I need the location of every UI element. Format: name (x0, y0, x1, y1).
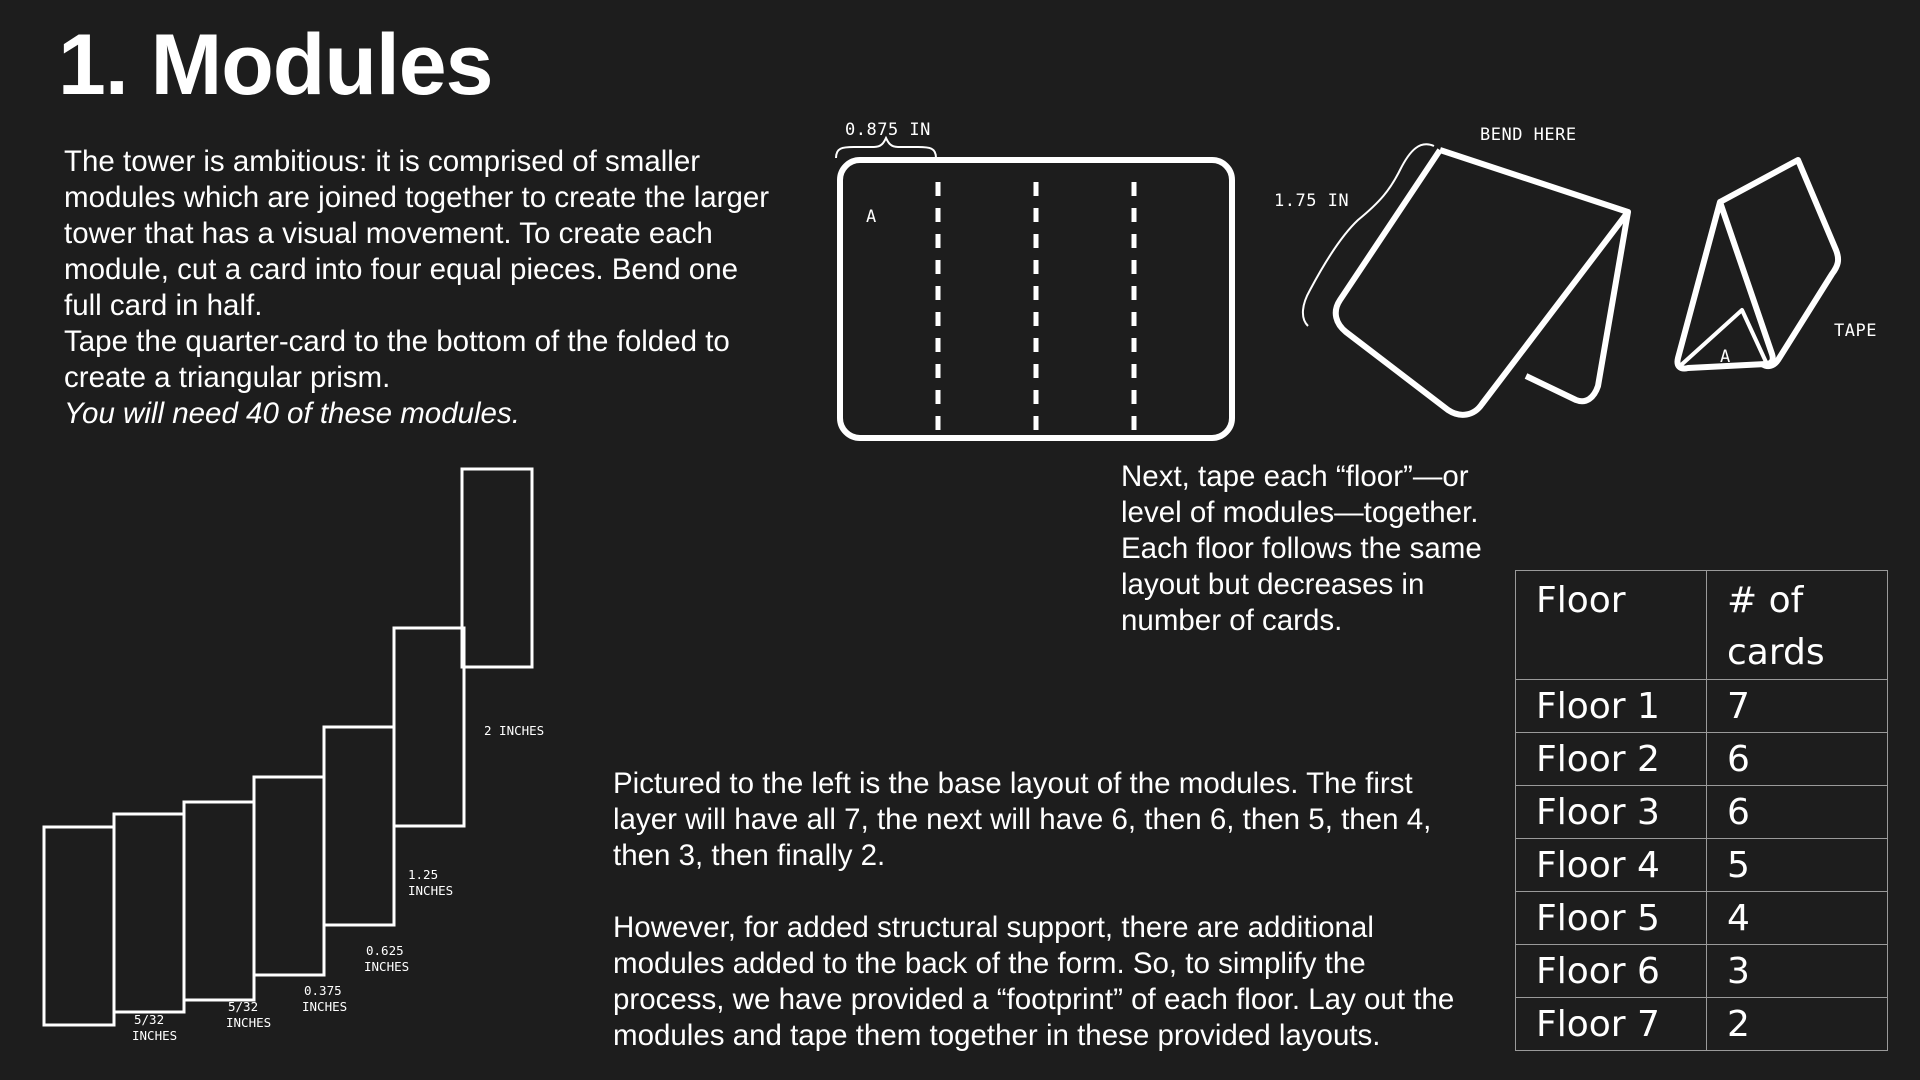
offset-label: INCHES (132, 1028, 178, 1043)
offset-label: 0.375 (304, 983, 342, 998)
offset-label: INCHES (226, 1015, 272, 1030)
cards-cell: 2 (1707, 998, 1888, 1051)
base-line: Pictured to the left is the base layout of the modules. The first (613, 767, 1413, 800)
floor-cell: Floor 3 (1516, 786, 1707, 839)
intro-note: You will need 40 of these modules. (64, 397, 520, 430)
cards-cell: 6 (1707, 786, 1888, 839)
floor-line: layout but decreases in (1121, 568, 1425, 601)
folded-card-diagram (1274, 120, 1640, 440)
table-row (1516, 892, 1888, 945)
page-title: 1. Modules (58, 17, 493, 113)
cards-cell: 6 (1707, 733, 1888, 786)
floor-cell: Floor 5 (1516, 892, 1707, 945)
offset-label: 5/32 (228, 999, 259, 1014)
offset-label: 5/32 (134, 1012, 165, 1027)
base-line: However, for added structural support, there are additional (613, 911, 1374, 944)
module-footprint (394, 628, 464, 826)
folded-back-panel (1440, 150, 1628, 401)
offset-label: INCHES (408, 883, 454, 898)
module-footprint (114, 814, 184, 1012)
floor-table (1515, 570, 1888, 1051)
folded-front-panel (1336, 150, 1628, 415)
card-cut-diagram (830, 110, 1270, 450)
table-row (1516, 998, 1888, 1051)
cards-cell: 7 (1707, 680, 1888, 733)
cards-cell: 3 (1707, 945, 1888, 998)
header-cards: # of cards (1707, 571, 1888, 680)
intro-line: tower that has a visual movement. To create each (64, 217, 713, 250)
intro-line: The tower is ambitious: it is comprised of smaller (64, 145, 701, 178)
height-brace (1303, 144, 1434, 326)
card-width-brace (836, 138, 936, 158)
header-floor: Floor (1516, 571, 1707, 680)
base-line: process, we have provided a “footprint” of each floor. Lay out the (613, 983, 1455, 1016)
floor-line: Each floor follows the same (1121, 532, 1482, 565)
base-paragraph (613, 766, 1454, 1054)
intro-paragraph (64, 144, 769, 432)
card-piece-label: A (866, 207, 877, 227)
table-row (1516, 680, 1888, 733)
base-layout-diagram (40, 465, 600, 1055)
offset-label: 2 INCHES (484, 723, 545, 738)
cards-cell: 4 (1707, 892, 1888, 945)
floor-cell: Floor 1 (1516, 680, 1707, 733)
intro-line: full card in half. (64, 289, 263, 322)
card-width-label: 0.875 IN (845, 120, 931, 140)
floor-line: Next, tape each “floor”—or (1121, 460, 1469, 493)
intro-line: modules which are joined together to create the larger (64, 181, 770, 214)
module-footprint (184, 802, 254, 1000)
floor-cell: Floor 4 (1516, 839, 1707, 892)
table-row (1516, 786, 1888, 839)
module-footprint (324, 727, 394, 925)
tape-label: TAPE (1834, 321, 1877, 341)
table-row (1516, 945, 1888, 998)
offset-label: INCHES (364, 959, 410, 974)
bend-label: BEND HERE (1480, 125, 1577, 145)
table-row (1516, 839, 1888, 892)
table-header-row (1516, 571, 1888, 680)
offset-label: INCHES (302, 999, 348, 1014)
floor-paragraph (1121, 459, 1482, 639)
offset-label: 1.25 (408, 867, 439, 882)
intro-line: create a triangular prism. (64, 361, 391, 394)
floor-line: number of cards. (1121, 604, 1343, 637)
cards-cell: 5 (1707, 839, 1888, 892)
module-footprint (462, 469, 532, 667)
module-footprint (254, 777, 324, 975)
prism-diagram (1660, 150, 1880, 410)
height-label: 1.75 IN (1274, 191, 1350, 211)
base-line: then 3, then finally 2. (613, 839, 886, 872)
base-line: modules and tape them together in these provided layouts. (613, 1019, 1381, 1052)
table-row (1516, 733, 1888, 786)
floor-cell: Floor 7 (1516, 998, 1707, 1051)
intro-line: module, cut a card into four equal pieces. Bend one (64, 253, 739, 286)
prism-piece-label: A (1720, 347, 1731, 367)
intro-line: Tape the quarter-card to the bottom of the folded to (64, 325, 730, 358)
floor-line: level of modules—together. (1121, 496, 1479, 529)
floor-cell: Floor 2 (1516, 733, 1707, 786)
base-line: layer will have all 7, the next will have 6, then 6, then 5, then 4, (613, 803, 1432, 836)
base-line: modules added to the back of the form. So, to simplify the (613, 947, 1366, 980)
module-footprint (44, 827, 114, 1025)
offset-label: 0.625 (366, 943, 404, 958)
floor-cell: Floor 6 (1516, 945, 1707, 998)
